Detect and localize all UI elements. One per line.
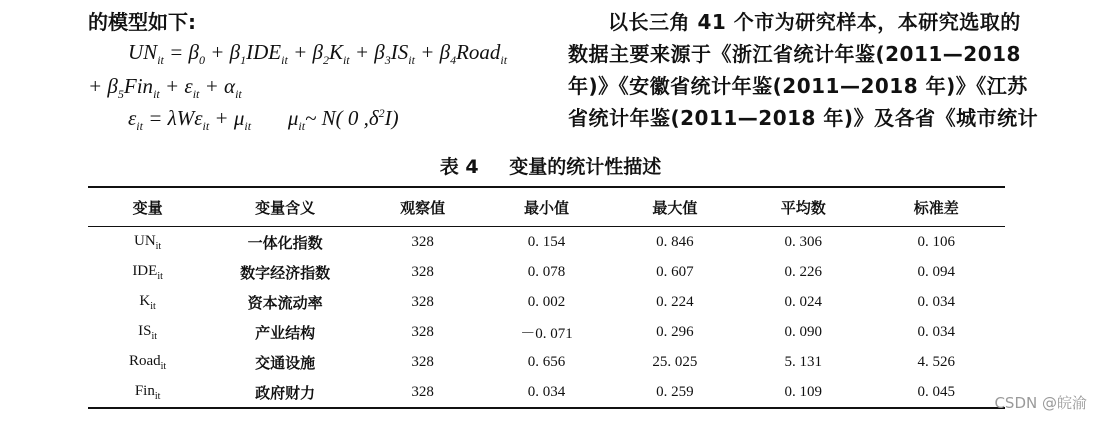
cell-obs: 328: [411, 383, 434, 400]
right-column-paragraph: [568, 6, 1039, 134]
equation-2: + $\beta_5Fin_{it} + \varepsilon_{it} + \alpha_{it}$: [88, 74, 242, 102]
cell-sd: 0. 034: [917, 293, 955, 310]
cell-max: 0. 259: [656, 383, 694, 400]
cell-min: 0. 034: [527, 383, 566, 400]
cell-mean: 0. 306: [784, 233, 822, 250]
cell-mean: 0. 109: [784, 383, 822, 400]
paragraph-line: 年)》《安徽省统计年鉴(2011—2018 年)》《江苏: [568, 74, 1028, 98]
cell-max: 0. 296: [656, 323, 694, 340]
paragraph-line: 以长三角 41 个市为研究样本，本研究选取的: [608, 10, 1021, 34]
cell-min: 0. 656: [527, 353, 566, 370]
cell-meaning: 交通设施: [255, 353, 316, 372]
header-mean: 平均数: [780, 198, 826, 217]
left-column: [88, 6, 548, 35]
cell-meaning: 资本流动率: [247, 293, 323, 312]
table-row: [88, 347, 1005, 377]
cell-variable: $UN_{it}$: [133, 232, 162, 252]
header-max: 最大值: [652, 198, 698, 217]
cell-mean: 5. 131: [784, 353, 822, 370]
cell-max: 0. 224: [656, 293, 694, 310]
table-row: [88, 317, 1005, 347]
header-min: 最小值: [523, 198, 569, 217]
paragraph-line: 省统计年鉴(2011—2018 年)》及各省《城市统计: [568, 106, 1039, 130]
cell-variable: Road$_{it}$: [128, 352, 167, 372]
cell-sd: 0. 106: [917, 233, 955, 250]
cell-min: 0. 154: [527, 233, 566, 250]
cell-min: 0. 078: [527, 263, 566, 280]
cell-sd: 0. 045: [917, 383, 955, 400]
table-row: [88, 227, 1005, 258]
cell-meaning: 政府财力: [255, 383, 316, 402]
cell-variable: $K_{it}$: [139, 292, 156, 312]
cell-min: －0. 071: [520, 325, 573, 342]
cell-sd: 0. 094: [917, 263, 955, 280]
equation-3: $\varepsilon_{it} = \lambda W\varepsilon_{it} + \mu_{it}$ $\mu_{it}\sim$ N( 0 $,\delta^2I$): [128, 106, 399, 134]
statistics-table: [88, 186, 1005, 409]
cell-obs: 328: [411, 233, 434, 250]
header-variable: 变量: [132, 198, 163, 217]
cell-meaning: 数字经济指数: [240, 263, 331, 282]
header-sd: 标准差: [913, 198, 959, 217]
table-row: [88, 257, 1005, 287]
cell-meaning: 产业结构: [255, 323, 316, 342]
table-title: 变量的统计性描述: [509, 156, 662, 178]
cell-mean: 0. 226: [784, 263, 822, 280]
cell-sd: 0. 034: [917, 323, 955, 340]
watermark: CSDN @皖渝: [994, 394, 1087, 412]
cell-mean: 0. 090: [784, 323, 822, 340]
cell-meaning: 一体化指数: [247, 233, 323, 252]
cell-max: 0. 607: [656, 263, 694, 280]
model-intro-text: 的模型如下:: [88, 10, 196, 34]
table-caption: [0, 152, 1101, 179]
cell-max: 0. 846: [656, 233, 694, 250]
cell-obs: 328: [411, 263, 434, 280]
cell-variable: Fin$_{it}$: [134, 382, 161, 402]
cell-mean: 0. 024: [784, 293, 822, 310]
header-meaning: 变量含义: [255, 198, 316, 217]
cell-variable: $IS_{it}$: [138, 322, 158, 342]
cell-min: 0. 002: [527, 293, 566, 310]
cell-obs: 328: [411, 293, 434, 310]
cell-max: 25. 025: [652, 353, 698, 370]
header-observations: 观察值: [400, 198, 446, 217]
equation-1: $UN_{it} = \beta_0 + \beta_1IDE_{it} + \beta_2K_{it} + \beta_3IS_{it}$ + $\beta_4Road_{it}$: [128, 40, 508, 68]
table-number: 表 4: [439, 156, 479, 178]
table-header-row: [88, 187, 1005, 227]
table-row: [88, 377, 1005, 408]
cell-variable: $IDE_{it}$: [132, 262, 163, 282]
cell-sd: 4. 526: [917, 353, 955, 370]
cell-obs: 328: [411, 323, 434, 340]
paragraph-line: 数据主要来源于《浙江省统计年鉴(2011—2018: [568, 42, 1021, 66]
table-row: [88, 287, 1005, 317]
cell-obs: 328: [411, 353, 434, 370]
